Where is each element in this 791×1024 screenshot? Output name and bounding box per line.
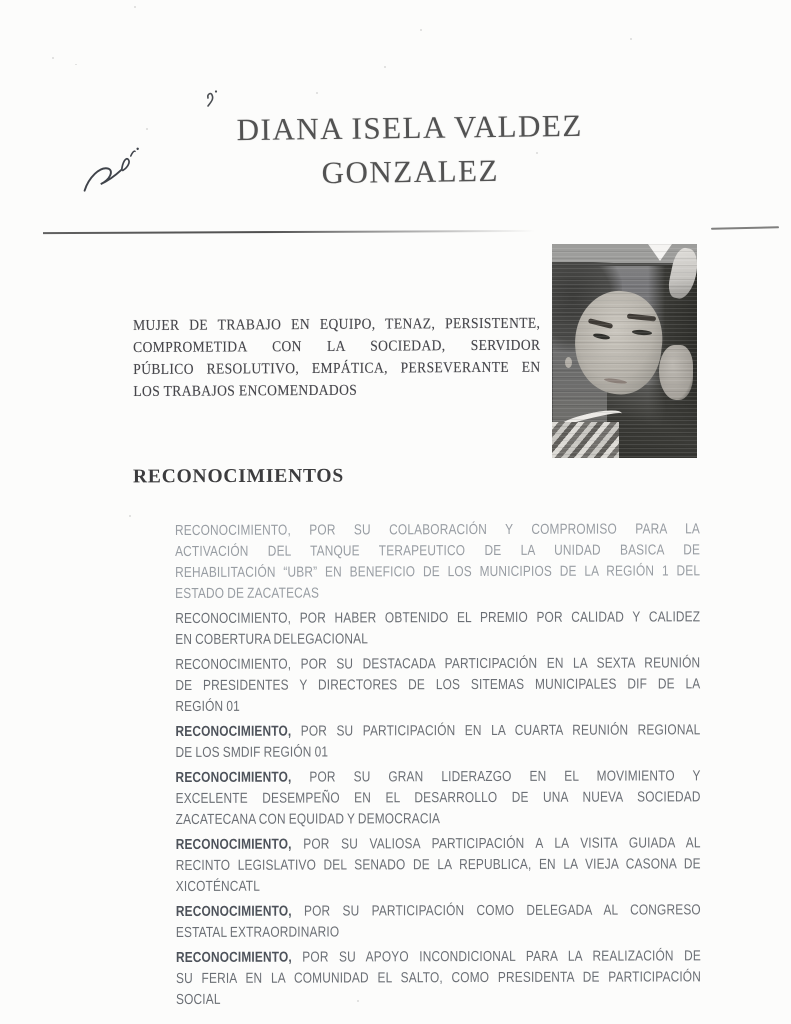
recognition-lead: RECONOCIMIENTO, [175, 656, 292, 673]
text-line: RECONOCIMIENTO, POR SU PARTICIPACIÓN COMO DELEGADA AL CONGRESO [175, 902, 701, 920]
text-line: DE LOS SMDIF REGIÓN 01 [175, 744, 329, 761]
recognition-lead: RECONOCIMIENTO, [175, 610, 292, 627]
scan-speck [316, 92, 318, 94]
scan-speck [52, 57, 54, 59]
text-line: ZACATECANA CON EQUIDAD Y DEMOCRACIA [175, 811, 441, 828]
text-line: EXCELENTE DESEMPEÑO EN EL DESARROLLO DE UNA NUEVA SOCIEDAD [175, 789, 701, 807]
recognition-item [175, 607, 700, 651]
recognition-item [175, 653, 700, 718]
photo-white-notch [648, 244, 672, 261]
recognition-lead: RECONOCIMIENTO, [175, 522, 291, 539]
scan-speck [384, 66, 386, 68]
recognition-item [176, 833, 701, 898]
text-line: COMPROMETIDA CON LA SOCIEDAD, SERVIDOR [133, 337, 541, 356]
text-line: EN COBERTURA DELEGACIONAL [175, 631, 369, 648]
photo-patterned-clothing [552, 422, 619, 458]
scan-speck [420, 29, 422, 31]
recognition-item [175, 519, 700, 605]
section-heading: RECONOCIMIENTOS [132, 465, 345, 488]
text-line: ESTATAL EXTRAORDINARIO [175, 924, 340, 941]
text-line: SOCIAL [176, 991, 221, 1008]
recognition-lead: RECONOCIMIENTO, [175, 903, 292, 920]
text-line: PÚBLICO RESOLUTIVO, EMPÁTICA, PERSEVERANTE EN [133, 359, 541, 378]
scan-speck [75, 64, 77, 65]
text-line: RECONOCIMIENTO, POR SU GRAN LIDERAZGO EN EL MOVIMIENTO Y [175, 768, 701, 786]
photo-earring [565, 357, 572, 368]
scan-speck [134, 6, 136, 8]
text-line: XICOTÉNCATL [175, 878, 260, 895]
separator-rule [43, 230, 535, 234]
text-line: MUJER DE TRABAJO EN EQUIPO, TENAZ, PERSISTENTE, [133, 315, 541, 334]
text-line: REGIÓN 01 [175, 698, 240, 715]
text-line: RECONOCIMIENTO, POR SU DESTACADA PARTICIPACIÓN EN LA SEXTA REUNIÓN [175, 655, 701, 673]
recognition-item [176, 946, 701, 1011]
recognition-list [175, 519, 701, 1015]
text-line: SU FERIA EN LA COMUNIDAD EL SALTO, COMO PRESIDENTA DE PARTICIPACIÓN [175, 969, 701, 987]
text-line: RECONOCIMIENTO, POR SU APOYO INCONDICIONAL PARA LA REALIZACIÓN DE [175, 948, 701, 966]
text-line: RECINTO LEGISLATIVO DEL SENADO DE LA REPUBLICA, EN LA VIEJA CASONA DE [175, 856, 701, 874]
document-title [39, 101, 780, 198]
scan-speck [630, 38, 632, 40]
scan-speck [129, 515, 131, 517]
text-line: ESTADO DE ZACATECAS [175, 585, 320, 602]
recognition-item [175, 720, 700, 764]
text-line: REHABILITACIÓN “UBR” EN BENEFICIO DE LOS MUNICIPIOS DE LA REGIÓN 1 DEL [175, 563, 701, 581]
text-line: RECONOCIMIENTO, POR SU VALIOSA PARTICIPACIÓN A LA VISITA GUIADA AL [175, 835, 701, 853]
recognition-lead: RECONOCIMIENTO, [175, 769, 292, 786]
separator-rule-right-segment [711, 226, 779, 229]
bio-paragraph [133, 313, 541, 403]
text-line: ACTIVACIÓN DEL TANQUE TERAPEUTICO DE LA UNIDAD BASICA DE [175, 542, 701, 560]
text-line: RECONOCIMIENTO, POR SU COLABORACIÓN Y COMPROMISO PARA LA [175, 521, 701, 539]
recognition-item [176, 900, 701, 944]
document-title-line2: GONZALEZ [321, 152, 500, 191]
recognition-lead: RECONOCIMIENTO, [175, 836, 292, 853]
portrait-photo [552, 244, 697, 458]
text-line: DE PRESIDENTES Y DIRECTORES DE LOS SITEMAS MUNICIPALES DIF DE LA [175, 676, 701, 694]
text-line: RECONOCIMIENTO, POR SU PARTICIPACIÓN EN LA CUARTA REUNIÓN REGIONAL [175, 722, 701, 740]
recognition-item [176, 766, 701, 831]
recognition-lead: RECONOCIMIENTO, [175, 949, 292, 966]
text-line: RECONOCIMIENTO, POR HABER OBTENIDO EL PREMIO POR CALIDAD Y CALIDEZ [175, 609, 701, 627]
photo-hand [659, 345, 692, 401]
document-title-line1: DIANA ISELA VALDEZ [236, 107, 584, 148]
recognition-lead: RECONOCIMIENTO, [175, 723, 292, 740]
text-line: LOS TRABAJOS ENCOMENDADOS [133, 382, 358, 400]
